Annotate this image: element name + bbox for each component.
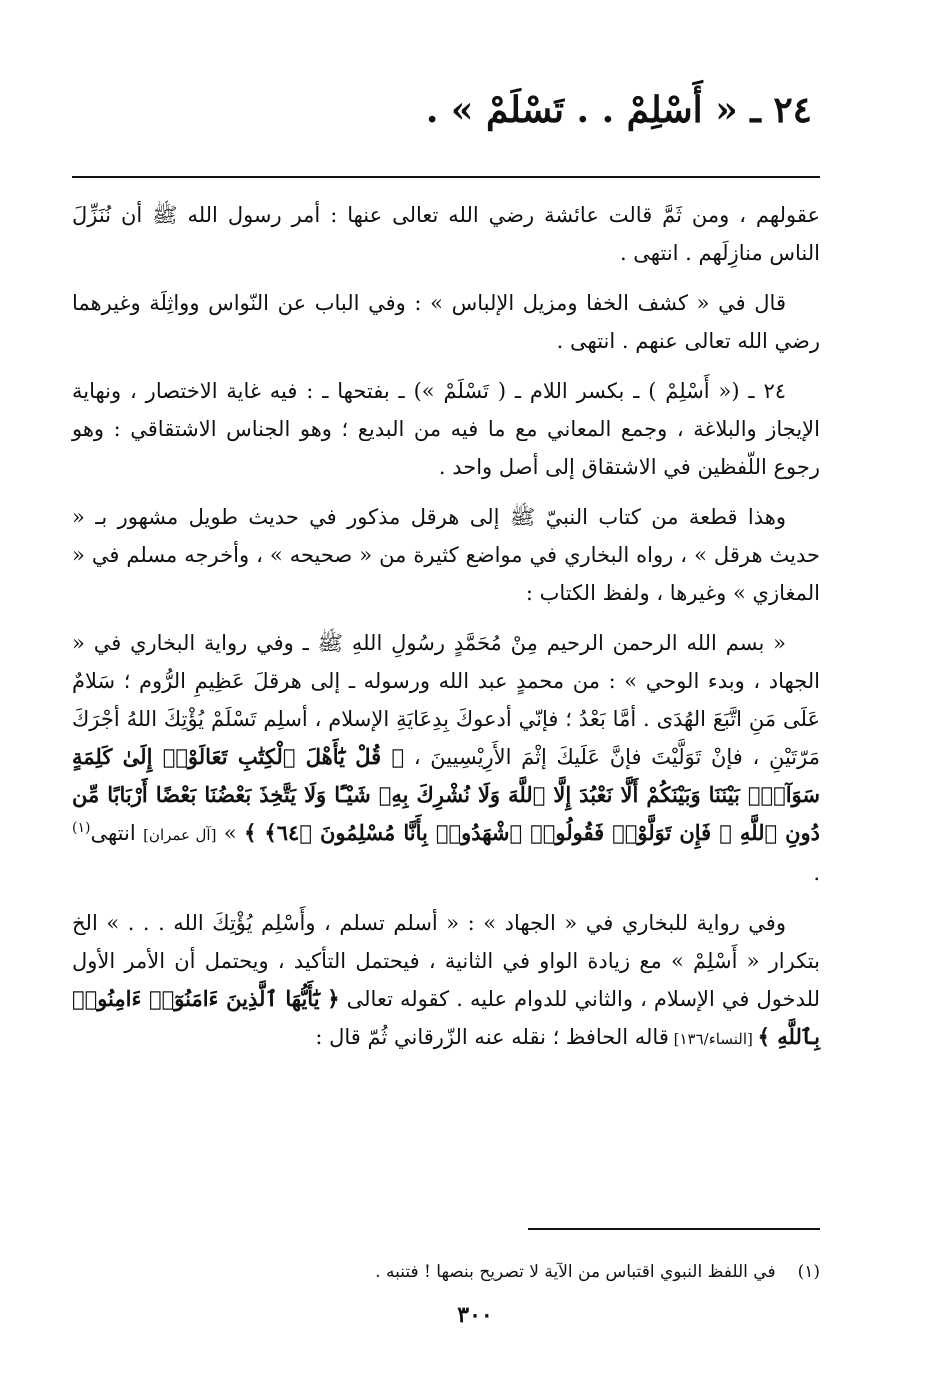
heading-divider <box>72 176 820 178</box>
footnote-divider <box>528 1228 820 1230</box>
footnote-marker: (١) <box>72 820 91 836</box>
letter-text: « بسم الله الرحمن الرحيم مِنْ مُحَمَّدٍ رسُولِ اللهِ ﷺ ـ وفي رواية البخاري في « الجهاد ، وبدء الوحي » : من محمدٍ عبد الله ورسوله ـ إلى هرقلَ عَظِيمِ الرُّوم ؛ سَلامٌ عَلَى مَنِ اتَّبَعَ الهُدَى . أمَّا بَعْدُ ؛ فإنّي أدعوكَ بِدِعَايَةِ الإسلام ، أسلِم تَسْلَمْ يُؤْتِكَ اللهُ أجْرَكَ مَرّتَيْنِ ، فإنْ تَوَلَّيْتَ فإنَّ عَلَيكَ إثْمَ الأَرِيْسِيينَ ، <box>72 631 820 769</box>
paragraph: عقولهم ، ومن ثَمَّ قالت عائشة رضي الله تعالى عنها : أمر رسول الله ﷺ أن نُنَزِّلَ الناس منازِلَهم . انتهى . <box>72 203 820 265</box>
bukhari-end: قاله الحافظ ؛ نقله عنه الزّرقاني ثُمّ قال : <box>315 1025 669 1049</box>
paragraph: وهذا قطعة من كتاب النبيّ ﷺ إلى هرقل مذكور في حديث طويل مشهور بـ « حديث هرقل » ، رواه البخاري في مواضع كثيرة من « صحيحه » ، وأخرجه مسلم في « المغازي » وغيرها ، ولفظ الكتاب : <box>72 505 820 605</box>
footnote-text: في اللفظ النبوي اقتباس من الآية لا تصريح بنصها ! فتنبه . <box>375 1262 776 1282</box>
paragraph: قال في « كشف الخفا ومزيل الإلباس » : وفي الباب عن النّواس وواثِلَة وغيرهما رضي الله تعالى عنهم . انتهى . <box>72 291 820 353</box>
quran-verse: ﴿ يَٰٓأَيُّهَا ٱلَّذِينَ ءَامَنُوٓا۟ ءَامِنُوا۟ بِٱللَّهِ ﴾ <box>72 986 820 1049</box>
page-number: ٣٠٠ <box>457 1302 493 1328</box>
surah-reference: [آل عمران] <box>143 826 217 844</box>
closing-quote: » <box>216 821 245 845</box>
surah-reference: [النساء/١٣٦] <box>668 1030 758 1048</box>
bukhari-paragraph <box>72 904 820 1058</box>
paragraph: ٢٤ ـ (« أَسْلِمْ ) ـ بكسر اللام ـ ( تَسْلَمْ ») ـ بفتحها ـ : فيه غاية الاختصار ، ونهاية الإيجاز والبلاغة ، وجمع المعاني مع ما فيه من البديع ؛ وهو الجناس الاشتقاقي : وهو رجوع اللّفظين في الاشتقاق إلى أصل واحد . <box>72 379 820 479</box>
bukhari-text: وفي رواية للبخاري في « الجهاد » : « أسلم تسلم ، وأَسْلِم يُؤْتِكَ الله . . . » الخ بتكرار « أَسْلِمْ » مع زيادة الواو في الثانية ، فيحتمل التأكيد ، ويحتمل أن الأمر الأول للدخول في الإسلام ، والثاني للدوام عليه . كقوله تعالى <box>72 911 821 1011</box>
footnote-number: (١) <box>797 1262 820 1282</box>
main-text <box>72 196 820 1070</box>
prophet-letter-paragraph <box>72 624 820 892</box>
quran-verse: ﴿ قُلْ يَٰٓأَهْلَ ٱلْكِتَٰبِ تَعَالَوْا۟ إِلَىٰ كَلِمَةٍ سَوَآءٍۭ بَيْنَنَا وَبَيْنَكُمْ أَلَّا نَعْبُدَ إِلَّا ٱللَّهَ وَلَا نُشْرِكَ بِهِۦ شَيْـًٔا وَلَا يَتَّخِذَ بَعْضُنَا بَعْضًا أَرْبَابًا مِّن دُونِ ٱللَّهِ ۚ فَإِن تَوَلَّوْا۟ فَقُولُوا۟ ٱشْهَدُوا۟ بِأَنَّا مُسْلِمُونَ ﴿٦٤﴾ ﴾ <box>72 744 821 845</box>
letter-end-period: . <box>813 861 820 885</box>
letter-end: انتهى <box>90 821 144 845</box>
section-heading: ٢٤ ـ « أَسْلِمْ . . تَسْلَمْ » . <box>425 89 812 131</box>
footnote <box>72 1258 820 1286</box>
